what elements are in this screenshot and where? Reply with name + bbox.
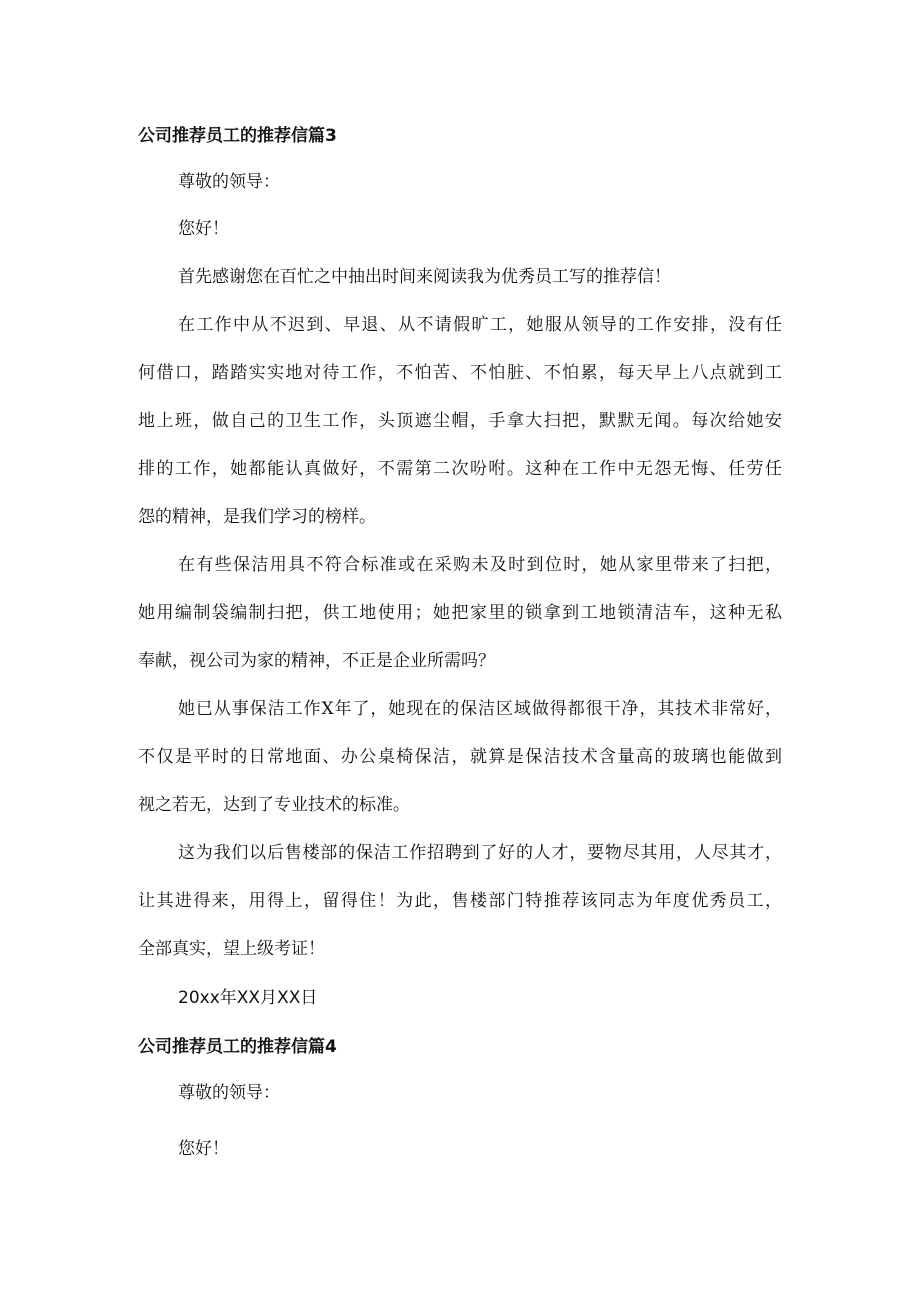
paragraph-2-line-2: 她用编制袋编制扫把，供工地使用；她把家里的锁拿到工地锁清洁车，这种无私: [138, 603, 782, 623]
paragraph-2-line-3: 奉献，视公司为家的精神，不正是企业所需吗？: [138, 651, 495, 671]
paragraph-1-line-2: 何借口，踏踏实实地对待工作，不怕苦、不怕脏、不怕累，每天早上八点就到工: [138, 363, 782, 383]
paragraph-4-line-2: 让其进得来，用得上，留得住！为此，售楼部门特推荐该同志为年度优秀员工，: [138, 891, 782, 911]
paragraph-1-line-5: 怨的精神，是我们学习的榜样。: [138, 507, 376, 527]
section-4-greeting: 您好！: [178, 1139, 229, 1159]
section-3-greeting: 您好！: [178, 219, 229, 239]
paragraph-4-line-3: 全部真实，望上级考证！: [138, 939, 325, 959]
paragraph-3-line-3: 视之若无，达到了专业技术的标准。: [138, 795, 410, 815]
paragraph-3-line-2: 不仅是平时的日常地面、办公桌椅保洁，就算是保洁技术含量高的玻璃也能做到: [138, 747, 782, 767]
section-3-title: 公司推荐员工的推荐信篇3: [138, 126, 337, 146]
paragraph-1-line-1: 在工作中从不迟到、早退、从不请假旷工，她服从领导的工作安排，没有任: [178, 315, 782, 335]
section-3-intro: 首先感谢您在百忙之中抽出时间来阅读我为优秀员工写的推荐信！: [178, 267, 671, 287]
paragraph-3-line-1: 她已从事保洁工作X年了，她现在的保洁区域做得都很干净，其技术非常好，: [178, 699, 782, 719]
paragraph-4-line-1: 这为我们以后售楼部的保洁工作招聘到了好的人才，要物尽其用，人尽其才，: [178, 843, 782, 863]
section-3-salutation: 尊敬的领导：: [178, 172, 280, 192]
letter-date: 20xx年XX月XX日: [178, 988, 318, 1008]
paragraph-1-line-4: 排的工作，她都能认真做好，不需第二次吩咐。这种在工作中无怨无悔、任劳任: [138, 459, 782, 479]
section-4-salutation: 尊敬的领导：: [178, 1083, 280, 1103]
section-4-title: 公司推荐员工的推荐信篇4: [138, 1037, 337, 1057]
paragraph-1-line-3: 地上班，做自己的卫生工作，头顶遮尘帽，手拿大扫把，默默无闻。每次给她安: [138, 411, 782, 431]
paragraph-2-line-1: 在有些保洁用具不符合标准或在采购未及时到位时，她从家里带来了扫把，: [178, 555, 782, 575]
